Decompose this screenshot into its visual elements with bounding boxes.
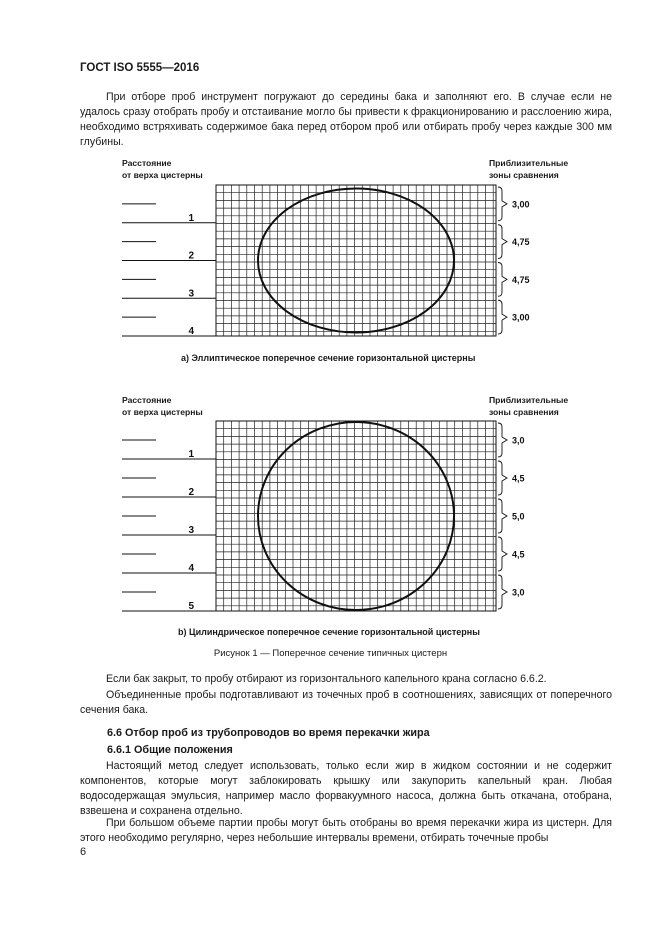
fig-b-zone-value: 4,5 bbox=[512, 473, 525, 484]
fig-b-right-label-1: Приблизительные bbox=[489, 395, 569, 405]
intro-paragraph: При отборе проб инструмент погружают до середины бака и заполняют его. В случае если не удалось сразу отобрать пробу и отстаивание могло бы привести к фракционированию и расслоению жира, необходимо встряхивать содержимое бака перед отбором проб или отбирать пробу через каждые 300 мм глубины. bbox=[80, 91, 612, 148]
body-paragraph-2: При большом объеме партии пробы могут быть отобраны во время перекачки жира из цистерн. Для этого необходимо регулярно, через небольшие интервалы времени, отбирать точечные пробы bbox=[80, 817, 612, 844]
figure-a-drawing bbox=[122, 185, 530, 337]
document-header: ГОСТ ISO 5555—2016 bbox=[80, 62, 200, 74]
after-paragraph-1: Если бак закрыт, то пробу отбирают из горизонтального капельного крана согласно 6.6.2. bbox=[106, 673, 547, 685]
section-heading: 6.6 Отбор проб из трубопроводов во время перекачки жира bbox=[107, 727, 430, 739]
fig-a-depth-mark: 2 bbox=[188, 250, 194, 262]
fig-b-zone-value: 3,0 bbox=[512, 587, 525, 598]
fig-b-zone-value: 3,0 bbox=[512, 435, 525, 446]
fig-a-depth-mark: 3 bbox=[188, 288, 194, 300]
fig-b-left-label-2: от верха цистерны bbox=[122, 407, 203, 417]
fig-b-zone-bracket bbox=[498, 423, 507, 457]
after-paragraph-2: Объединенные пробы подготавливают из точечных проб в соотношениях, зависящих от поперечного сечения бака. bbox=[80, 689, 612, 716]
fig-a-left-label-1: Расстояние bbox=[122, 158, 172, 168]
figure-caption: Рисунок 1 — Поперечное сечение типичных цистерн bbox=[213, 648, 448, 659]
fig-a-tank-outline bbox=[258, 189, 454, 333]
fig-b-depth-mark: 2 bbox=[188, 487, 194, 498]
fig-a-zone-bracket bbox=[498, 263, 507, 297]
fig-b-zone-bracket bbox=[498, 499, 507, 533]
fig-a-zone-bracket bbox=[498, 187, 507, 221]
body-paragraph-1: Настоящий метод следует использовать, только если жир в жидком состоянии и не содержит компонентов, которые могут заблокировать крышку или закупорить капельный кран. Любая водосодержащая эмульсия, например масло форвакуумного насоса, должна быть откачана, отобрана, взвешена и сохранена отдельно. bbox=[80, 760, 612, 817]
fig-b-depth-mark: 4 bbox=[188, 563, 194, 574]
fig-b-zone-value: 4,5 bbox=[512, 549, 525, 560]
fig-b-depth-mark: 5 bbox=[188, 601, 194, 612]
fig-b-tank-outline bbox=[258, 422, 454, 610]
fig-b-subcaption: b) Цилиндрическое поперечное сечение горизонтальной цистерны bbox=[178, 627, 480, 637]
fig-a-zone-bracket bbox=[498, 300, 507, 334]
fig-b-left-label-1: Расстояние bbox=[122, 395, 172, 405]
page-number: 6 bbox=[80, 846, 87, 858]
fig-b-zone-bracket bbox=[498, 537, 507, 571]
fig-b-zone-value: 5,0 bbox=[512, 511, 525, 522]
fig-a-right-label-2: зоны сравнения bbox=[489, 170, 559, 180]
fig-b-zone-bracket bbox=[498, 461, 507, 495]
fig-a-zone-value: 3,00 bbox=[512, 199, 530, 210]
fig-b-depth-mark: 3 bbox=[188, 525, 194, 536]
figure-b-drawing bbox=[122, 421, 525, 612]
fig-a-zone-value: 4,75 bbox=[512, 274, 530, 285]
subsection-heading: 6.6.1 Общие положения bbox=[107, 744, 233, 756]
fig-a-zone-value: 3,00 bbox=[512, 312, 530, 323]
fig-a-zone-value: 4,75 bbox=[512, 237, 530, 248]
fig-b-depth-mark: 1 bbox=[188, 449, 194, 460]
fig-a-zone-bracket bbox=[498, 225, 507, 259]
fig-b-right-label-2: зоны сравнения bbox=[489, 407, 559, 417]
fig-b-zone-bracket bbox=[498, 575, 507, 609]
fig-a-depth-mark: 4 bbox=[188, 326, 194, 337]
fig-a-left-label-2: от верха цистерны bbox=[122, 170, 203, 180]
fig-a-depth-mark: 1 bbox=[188, 212, 194, 224]
fig-a-right-label-1: Приблизительные bbox=[489, 158, 569, 168]
fig-a-subcaption: а) Эллиптическое поперечное сечение горизонтальной цистерны bbox=[181, 353, 476, 363]
